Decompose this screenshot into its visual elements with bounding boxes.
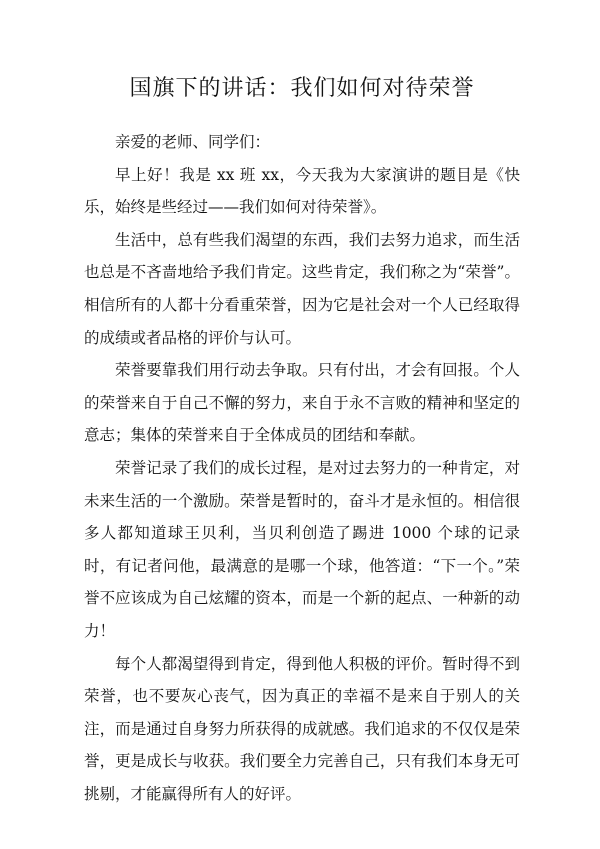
- paragraph-greeting: 早上好！我是 xx 班 xx，今天我为大家演讲的题目是《快乐，始终是些经过——我们如何对待荣誉》。: [84, 165, 520, 217]
- document-title: 国旗下的讲话：我们如何对待荣誉: [129, 76, 475, 101]
- paragraph-earn-honor: 荣誉要靠我们用行动去争取。只有付出，才会有回报。个人的荣誉来自于自己不懈的努力，来自于永不言败的精神和坚定的意志；集体的荣誉来自于全体成员的团结和奉献。: [84, 361, 520, 445]
- paragraph-conclusion: 每个人都渴望得到肯定，得到他人积极的评价。暂时得不到荣誉，也不要灰心丧气，因为真正的幸福不是来自于别人的关注，而是通过自身努力所获得的成就感。我们追求的不仅仅是荣誉，更是成长与收获。我们要全力完善自己，只有我们本身无可挑剔，才能赢得所有人的好评。: [84, 654, 520, 803]
- salutation: 亲爱的老师、同学们：: [115, 133, 271, 151]
- paragraph-honor-definition: 生活中，总有些我们渴望的东西，我们去努力追求，而生活也总是不吝啬地给予我们肯定。这些肯定，我们称之为“荣誉”。相信所有的人都十分看重荣誉，因为它是社会对一个人已经取得的成绩或者品格的评价与认可。: [84, 230, 520, 347]
- paragraph-pele-story: 荣誉记录了我们的成长过程，是对过去努力的一种肯定，对未来生活的一个激励。荣誉是暂时的，奋斗才是永恒的。相信很多人都知道球王贝利，当贝利创造了踢进 1000 个球的记录时，有记者问他，最满意的是哪一个球，他答道：“下一个。”荣誉不应该成为自己炫耀的资本，而是一个新的起点、一种新的动力！: [84, 458, 520, 640]
